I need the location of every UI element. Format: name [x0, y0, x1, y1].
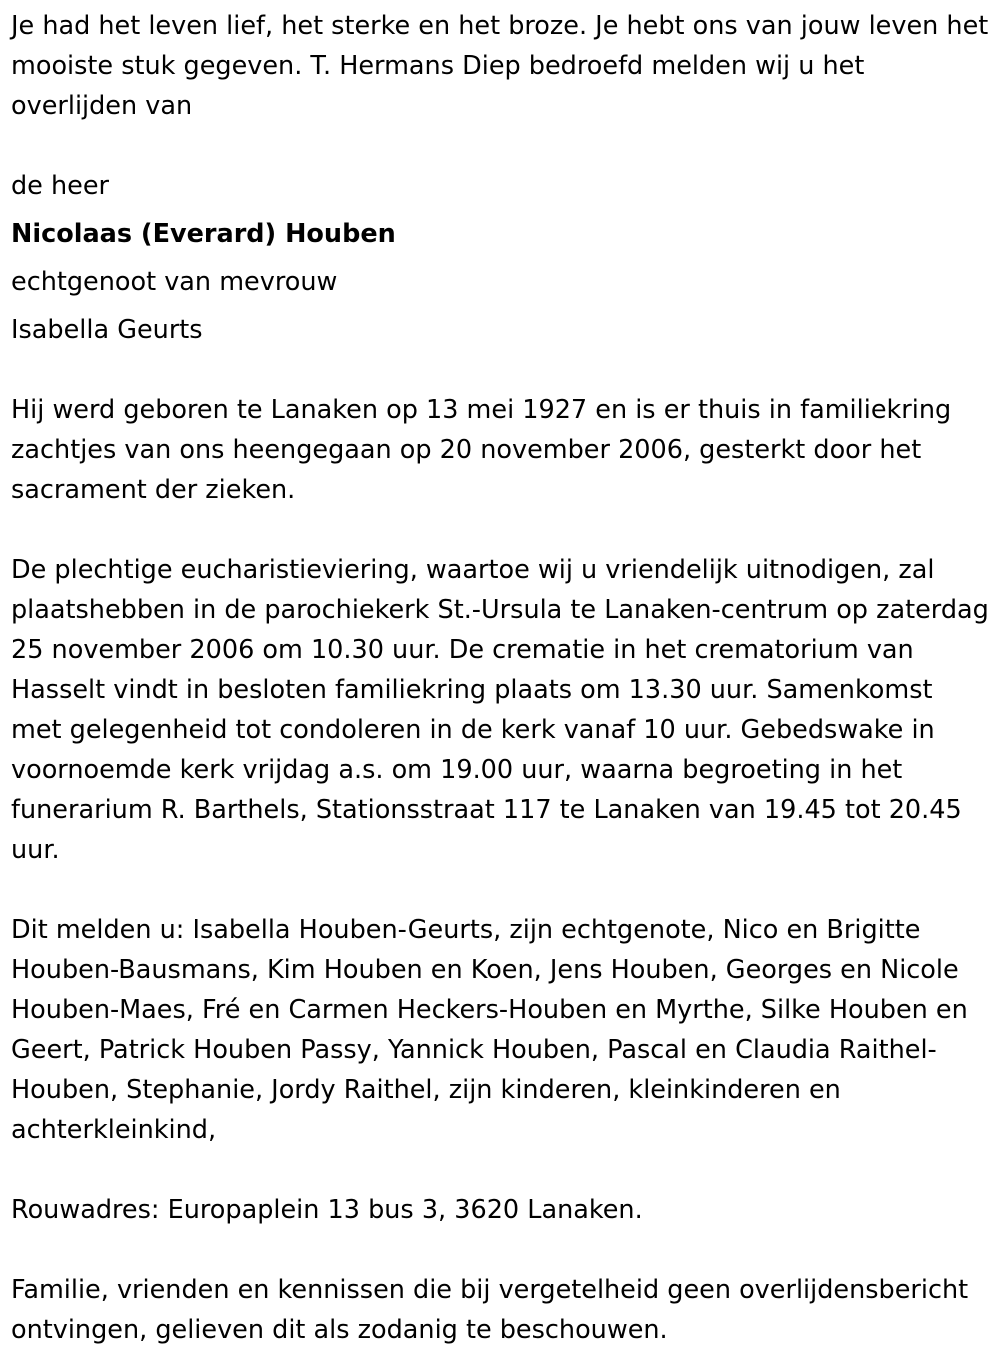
spacer [11, 1150, 990, 1190]
spacer [11, 510, 990, 550]
mourning-address: Rouwadres: Europaplein 13 bus 3, 3620 Lanaken. [11, 1195, 643, 1225]
spouse-prefix: echtgenoot van mevrouw [11, 267, 338, 297]
spacer [11, 870, 990, 910]
spouse-name: Isabella Geurts [11, 315, 203, 345]
salutation: de heer [11, 171, 110, 201]
spacer [11, 350, 990, 390]
spacer [11, 1230, 990, 1270]
intro-text: Je had het leven lief, het sterke en het broze. Je hebt ons van jouw leven het mooiste stuk gegeven. T. Hermans Diep bedroefd melden wij u het overlijden van [11, 11, 989, 121]
birth-death-text: Hij werd geboren te Lanaken op 13 mei 1927 en is er thuis in familiekring zachtjes van ons heengegaan op 20 november 2006, gesterkt door het sacrament der zieken. [11, 395, 952, 505]
announced-by-text: Dit melden u: Isabella Houben-Geurts, zijn echtgenote, Nico en Brigitte Houben-Bausmans, Kim Houben en Koen, Jens Houben, Georges en Nicole Houben-Maes, Fré en Carmen Heckers-Houben en Myrthe, Silke Houben en Geert, Patrick Houben Passy, Yannick Houben, Pascal en Claudia Raithel-Houben, Stephanie, Jordy Raithel, zijn kinderen, kleinkinderen en achterkleinkind, [11, 915, 968, 1145]
deceased-name: Nicolaas (Everard) Houben [11, 219, 396, 249]
ceremony-text: De plechtige eucharistieviering, waartoe wij u vriendelijk uitnodigen, zal plaatshebben in de parochiekerk St.-Ursula te Lanaken-centrum op zaterdag 25 november 2006 om 10.30 uur. De crematie in het crematorium van Hasselt vindt in besloten familiekring plaats om 13.30 uur. Samenkomst met gelegenheid tot condoleren in de kerk vanaf 10 uur. Gebedswake in voornoemde kerk vrijdag a.s. om 19.00 uur, waarna begroeting in het funerarium R. Barthels, Stationsstraat 117 te Lanaken van 19.45 tot 20.45 uur. [11, 555, 989, 865]
spacer [11, 126, 990, 166]
closing-text: Familie, vrienden en kennissen die bij vergetelheid geen overlijdensbericht ontvingen, gelieven dit als zodanig te beschouwen. [11, 1275, 969, 1345]
